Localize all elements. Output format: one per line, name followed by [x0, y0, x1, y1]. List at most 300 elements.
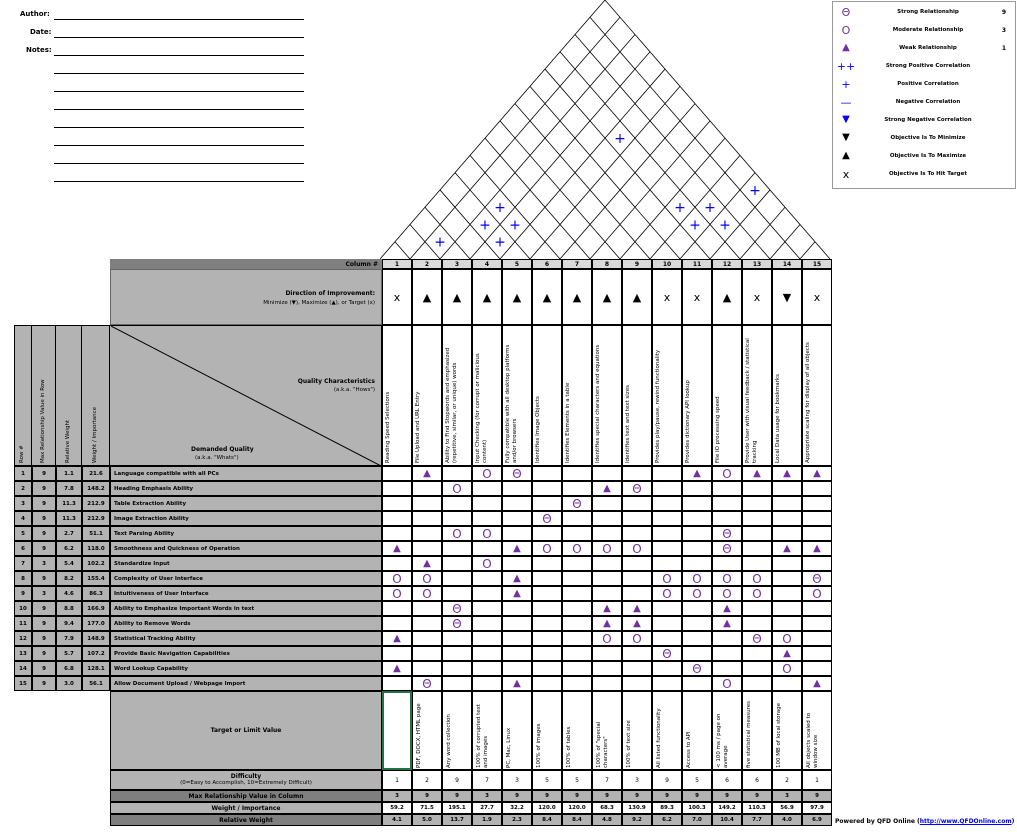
relationship-cell[interactable]	[592, 526, 622, 541]
relationship-cell[interactable]	[772, 526, 802, 541]
direction-cell[interactable]: ▲	[442, 269, 472, 325]
relationship-cell[interactable]: ▲	[382, 631, 412, 646]
relationship-cell[interactable]	[742, 526, 772, 541]
demanded-quality-label[interactable]: Complexity of User Interface	[110, 571, 382, 586]
target-cell[interactable]	[622, 691, 652, 770]
relationship-cell[interactable]	[622, 496, 652, 511]
relationship-cell[interactable]	[802, 601, 832, 616]
relationship-cell[interactable]	[442, 541, 472, 556]
relationship-cell[interactable]	[532, 571, 562, 586]
author-field[interactable]	[54, 19, 304, 20]
difficulty-cell[interactable]: 3	[622, 770, 652, 790]
relationship-cell[interactable]	[652, 541, 682, 556]
relationship-cell[interactable]	[652, 601, 682, 616]
relationship-cell[interactable]	[382, 646, 412, 661]
quality-characteristic-cell[interactable]	[442, 325, 472, 466]
relationship-cell[interactable]	[772, 601, 802, 616]
powered-link[interactable]: http://www.QFDOnline.com	[919, 818, 1012, 825]
relationship-cell[interactable]	[652, 556, 682, 571]
relationship-cell[interactable]	[382, 496, 412, 511]
relationship-cell[interactable]	[412, 601, 442, 616]
difficulty-cell[interactable]: 5	[562, 770, 592, 790]
direction-cell[interactable]: ▲	[592, 269, 622, 325]
relationship-cell[interactable]: ▲	[772, 541, 802, 556]
relationship-cell[interactable]	[622, 661, 652, 676]
relationship-cell[interactable]	[472, 541, 502, 556]
target-cell[interactable]	[532, 691, 562, 770]
relationship-cell[interactable]	[622, 586, 652, 601]
difficulty-cell[interactable]: 5	[682, 770, 712, 790]
relationship-cell[interactable]: ▲	[802, 466, 832, 481]
relationship-cell[interactable]	[652, 496, 682, 511]
relationship-cell[interactable]: Θ	[682, 661, 712, 676]
relationship-cell[interactable]: ▲	[802, 676, 832, 691]
relationship-cell[interactable]: ▲	[412, 466, 442, 481]
direction-cell[interactable]: x	[682, 269, 712, 325]
relationship-cell[interactable]	[382, 616, 412, 631]
relationship-cell[interactable]	[802, 526, 832, 541]
relationship-cell[interactable]	[802, 556, 832, 571]
relationship-cell[interactable]	[382, 556, 412, 571]
demanded-quality-label[interactable]: Table Extraction Ability	[110, 496, 382, 511]
target-cell[interactable]	[772, 691, 802, 770]
demanded-quality-label[interactable]: Language compatible with all PCs	[110, 466, 382, 481]
relationship-cell[interactable]: O	[712, 676, 742, 691]
quality-characteristic-cell[interactable]	[382, 325, 412, 466]
relationship-cell[interactable]	[412, 541, 442, 556]
direction-cell[interactable]: ▲	[502, 269, 532, 325]
demanded-quality-label[interactable]: Allow Document Upload / Webpage Import	[110, 676, 382, 691]
relationship-cell[interactable]	[502, 511, 532, 526]
relationship-cell[interactable]	[622, 466, 652, 481]
relationship-cell[interactable]: Θ	[412, 676, 442, 691]
relationship-cell[interactable]: O	[562, 541, 592, 556]
correlation-symbol[interactable]: +	[494, 234, 506, 251]
quality-characteristic-cell[interactable]	[502, 325, 532, 466]
relationship-cell[interactable]	[592, 661, 622, 676]
relationship-cell[interactable]	[802, 511, 832, 526]
relationship-cell[interactable]	[532, 676, 562, 691]
relationship-cell[interactable]	[532, 601, 562, 616]
relationship-cell[interactable]	[412, 526, 442, 541]
relationship-cell[interactable]: ▲	[412, 556, 442, 571]
direction-cell[interactable]: ▲	[472, 269, 502, 325]
relationship-cell[interactable]: Θ	[712, 526, 742, 541]
relationship-cell[interactable]	[592, 496, 622, 511]
target-cell[interactable]	[742, 691, 772, 770]
relationship-cell[interactable]	[502, 496, 532, 511]
relationship-cell[interactable]	[592, 466, 622, 481]
relationship-cell[interactable]	[412, 661, 442, 676]
relationship-cell[interactable]: O	[682, 571, 712, 586]
relationship-cell[interactable]	[382, 466, 412, 481]
relationship-cell[interactable]: O	[802, 586, 832, 601]
relationship-cell[interactable]	[472, 646, 502, 661]
relationship-cell[interactable]: ▲	[502, 676, 532, 691]
relationship-cell[interactable]: O	[472, 466, 502, 481]
correlation-symbol[interactable]: +	[614, 131, 626, 148]
quality-characteristic-cell[interactable]	[652, 325, 682, 466]
relationship-cell[interactable]	[442, 631, 472, 646]
relationship-cell[interactable]	[652, 631, 682, 646]
demanded-quality-label[interactable]: Ability to Remove Words	[110, 616, 382, 631]
relationship-cell[interactable]	[382, 526, 412, 541]
relationship-cell[interactable]	[562, 556, 592, 571]
difficulty-cell[interactable]: 2	[772, 770, 802, 790]
relationship-cell[interactable]	[772, 481, 802, 496]
relationship-cell[interactable]: O	[652, 586, 682, 601]
difficulty-cell[interactable]: 3	[502, 770, 532, 790]
relationship-cell[interactable]: O	[412, 586, 442, 601]
relationship-cell[interactable]	[622, 646, 652, 661]
relationship-cell[interactable]	[562, 466, 592, 481]
difficulty-cell[interactable]: 6	[742, 770, 772, 790]
relationship-cell[interactable]	[502, 481, 532, 496]
relationship-cell[interactable]: ▲	[592, 601, 622, 616]
relationship-cell[interactable]	[682, 526, 712, 541]
relationship-cell[interactable]: O	[742, 571, 772, 586]
relationship-cell[interactable]: Θ	[802, 571, 832, 586]
difficulty-cell[interactable]: 1	[802, 770, 832, 790]
relationship-cell[interactable]	[472, 631, 502, 646]
relationship-cell[interactable]	[772, 586, 802, 601]
direction-cell[interactable]: ▲	[562, 269, 592, 325]
correlation-symbol[interactable]: +	[509, 217, 521, 234]
relationship-cell[interactable]: ▲	[592, 616, 622, 631]
target-cell[interactable]	[712, 691, 742, 770]
relationship-cell[interactable]	[592, 571, 622, 586]
difficulty-cell[interactable]: 7	[592, 770, 622, 790]
relationship-cell[interactable]: Θ	[442, 616, 472, 631]
correlation-symbol[interactable]: +	[689, 217, 701, 234]
relationship-cell[interactable]	[652, 676, 682, 691]
relationship-cell[interactable]	[802, 646, 832, 661]
quality-characteristic-cell[interactable]	[562, 325, 592, 466]
relationship-cell[interactable]: ▲	[382, 661, 412, 676]
relationship-cell[interactable]	[712, 481, 742, 496]
difficulty-cell[interactable]: 9	[652, 770, 682, 790]
direction-cell[interactable]: x	[802, 269, 832, 325]
relationship-cell[interactable]: ▲	[682, 466, 712, 481]
correlation-symbol[interactable]: +	[704, 200, 716, 217]
relationship-cell[interactable]: O	[772, 631, 802, 646]
difficulty-cell[interactable]: 7	[472, 770, 502, 790]
quality-characteristic-cell[interactable]	[682, 325, 712, 466]
correlation-symbol[interactable]: +	[674, 200, 686, 217]
relationship-cell[interactable]	[442, 646, 472, 661]
relationship-cell[interactable]: O	[652, 571, 682, 586]
relationship-cell[interactable]: ▲	[712, 616, 742, 631]
relationship-cell[interactable]	[802, 481, 832, 496]
relationship-cell[interactable]: ▲	[622, 616, 652, 631]
relationship-cell[interactable]	[652, 616, 682, 631]
relationship-cell[interactable]	[442, 571, 472, 586]
relationship-cell[interactable]	[622, 571, 652, 586]
target-cell[interactable]	[382, 691, 412, 770]
relationship-cell[interactable]	[592, 556, 622, 571]
demanded-quality-label[interactable]: Ability to Emphasize Important Words in text	[110, 601, 382, 616]
relationship-cell[interactable]	[622, 511, 652, 526]
relationship-cell[interactable]: O	[382, 571, 412, 586]
relationship-cell[interactable]	[772, 616, 802, 631]
relationship-cell[interactable]	[412, 481, 442, 496]
relationship-cell[interactable]	[502, 646, 532, 661]
relationship-cell[interactable]: O	[682, 586, 712, 601]
relationship-cell[interactable]	[472, 496, 502, 511]
target-cell[interactable]	[652, 691, 682, 770]
relationship-cell[interactable]	[532, 616, 562, 631]
demanded-quality-label[interactable]: Heading Emphasis Ability	[110, 481, 382, 496]
relationship-cell[interactable]	[652, 511, 682, 526]
target-cell[interactable]	[472, 691, 502, 770]
relationship-cell[interactable]	[802, 616, 832, 631]
relationship-cell[interactable]: Θ	[532, 511, 562, 526]
relationship-cell[interactable]: O	[772, 661, 802, 676]
relationship-cell[interactable]	[472, 616, 502, 631]
relationship-cell[interactable]: Θ	[652, 646, 682, 661]
quality-characteristic-cell[interactable]	[472, 325, 502, 466]
relationship-cell[interactable]	[562, 661, 592, 676]
relationship-cell[interactable]	[622, 556, 652, 571]
relationship-cell[interactable]	[532, 556, 562, 571]
relationship-cell[interactable]	[682, 631, 712, 646]
relationship-cell[interactable]	[802, 631, 832, 646]
relationship-cell[interactable]	[742, 616, 772, 631]
relationship-cell[interactable]: O	[742, 586, 772, 601]
relationship-cell[interactable]	[682, 481, 712, 496]
relationship-cell[interactable]	[502, 526, 532, 541]
relationship-cell[interactable]	[682, 616, 712, 631]
relationship-cell[interactable]	[652, 661, 682, 676]
relationship-cell[interactable]: O	[472, 526, 502, 541]
relationship-cell[interactable]	[652, 526, 682, 541]
relationship-cell[interactable]	[682, 511, 712, 526]
relationship-cell[interactable]	[772, 676, 802, 691]
relationship-cell[interactable]: ▲	[592, 481, 622, 496]
relationship-cell[interactable]: O	[382, 586, 412, 601]
relationship-cell[interactable]	[532, 646, 562, 661]
relationship-cell[interactable]	[472, 586, 502, 601]
relationship-cell[interactable]: ▲	[622, 601, 652, 616]
target-cell[interactable]	[562, 691, 592, 770]
relationship-cell[interactable]: Θ	[562, 496, 592, 511]
relationship-cell[interactable]	[472, 661, 502, 676]
demanded-quality-label[interactable]: Smoothness and Quickness of Operation	[110, 541, 382, 556]
relationship-cell[interactable]	[742, 541, 772, 556]
relationship-cell[interactable]: ▲	[772, 466, 802, 481]
relationship-cell[interactable]	[382, 676, 412, 691]
relationship-cell[interactable]	[562, 526, 592, 541]
relationship-cell[interactable]	[622, 676, 652, 691]
correlation-symbol[interactable]: +	[719, 217, 731, 234]
relationship-cell[interactable]	[472, 511, 502, 526]
relationship-cell[interactable]: ▲	[382, 541, 412, 556]
direction-cell[interactable]: ▼	[772, 269, 802, 325]
relationship-cell[interactable]	[472, 571, 502, 586]
difficulty-cell[interactable]: 6	[712, 770, 742, 790]
relationship-cell[interactable]: ▲	[742, 466, 772, 481]
relationship-cell[interactable]: ▲	[772, 646, 802, 661]
quality-characteristic-cell[interactable]	[412, 325, 442, 466]
relationship-cell[interactable]: O	[472, 556, 502, 571]
relationship-cell[interactable]	[412, 496, 442, 511]
correlation-symbol[interactable]: +	[494, 200, 506, 217]
relationship-cell[interactable]	[562, 616, 592, 631]
relationship-cell[interactable]	[652, 466, 682, 481]
relationship-cell[interactable]	[532, 496, 562, 511]
relationship-cell[interactable]	[502, 661, 532, 676]
correlation-symbol[interactable]: +	[479, 217, 491, 234]
target-cell[interactable]	[412, 691, 442, 770]
relationship-cell[interactable]	[682, 601, 712, 616]
relationship-cell[interactable]	[742, 511, 772, 526]
relationship-cell[interactable]: O	[622, 541, 652, 556]
relationship-cell[interactable]	[712, 511, 742, 526]
correlation-symbol[interactable]: +	[749, 182, 761, 199]
relationship-cell[interactable]: O	[442, 526, 472, 541]
relationship-cell[interactable]	[442, 466, 472, 481]
relationship-cell[interactable]	[382, 511, 412, 526]
relationship-cell[interactable]	[682, 541, 712, 556]
date-field[interactable]	[54, 37, 304, 38]
relationship-cell[interactable]	[442, 556, 472, 571]
relationship-cell[interactable]	[712, 556, 742, 571]
relationship-cell[interactable]: ▲	[502, 571, 532, 586]
correlation-symbol[interactable]: +	[434, 234, 446, 251]
difficulty-cell[interactable]: 9	[442, 770, 472, 790]
relationship-cell[interactable]	[712, 646, 742, 661]
relationship-cell[interactable]	[442, 661, 472, 676]
relationship-cell[interactable]	[562, 676, 592, 691]
relationship-cell[interactable]	[592, 646, 622, 661]
relationship-cell[interactable]: Θ	[442, 601, 472, 616]
relationship-cell[interactable]	[772, 511, 802, 526]
direction-cell[interactable]: ▲	[532, 269, 562, 325]
quality-characteristic-cell[interactable]	[622, 325, 652, 466]
relationship-cell[interactable]	[472, 676, 502, 691]
target-cell[interactable]	[682, 691, 712, 770]
relationship-cell[interactable]	[382, 601, 412, 616]
relationship-cell[interactable]	[742, 676, 772, 691]
relationship-cell[interactable]	[772, 571, 802, 586]
relationship-cell[interactable]	[592, 676, 622, 691]
relationship-cell[interactable]	[382, 481, 412, 496]
relationship-cell[interactable]	[502, 556, 532, 571]
demanded-quality-label[interactable]: Word Lookup Capability	[110, 661, 382, 676]
relationship-cell[interactable]: Θ	[502, 466, 532, 481]
relationship-cell[interactable]	[562, 646, 592, 661]
relationship-cell[interactable]	[502, 616, 532, 631]
relationship-cell[interactable]	[712, 661, 742, 676]
relationship-cell[interactable]	[712, 496, 742, 511]
relationship-cell[interactable]: ▲	[712, 601, 742, 616]
quality-characteristic-cell[interactable]	[802, 325, 832, 466]
relationship-cell[interactable]	[442, 586, 472, 601]
demanded-quality-label[interactable]: Statistical Tracking Ability	[110, 631, 382, 646]
relationship-cell[interactable]	[742, 496, 772, 511]
target-cell[interactable]	[502, 691, 532, 770]
direction-cell[interactable]: x	[652, 269, 682, 325]
direction-cell[interactable]: x	[742, 269, 772, 325]
demanded-quality-label[interactable]: Image Extraction Ability	[110, 511, 382, 526]
relationship-cell[interactable]	[802, 496, 832, 511]
difficulty-cell[interactable]: 1	[382, 770, 412, 790]
target-cell[interactable]	[802, 691, 832, 770]
relationship-cell[interactable]: ▲	[502, 586, 532, 601]
target-cell[interactable]	[442, 691, 472, 770]
demanded-quality-label[interactable]: Intuitiveness of User Interface	[110, 586, 382, 601]
relationship-cell[interactable]	[592, 511, 622, 526]
quality-characteristic-cell[interactable]	[742, 325, 772, 466]
relationship-cell[interactable]	[562, 511, 592, 526]
relationship-cell[interactable]	[532, 586, 562, 601]
relationship-cell[interactable]	[532, 661, 562, 676]
relationship-cell[interactable]	[412, 631, 442, 646]
difficulty-cell[interactable]: 2	[412, 770, 442, 790]
relationship-cell[interactable]	[412, 511, 442, 526]
relationship-cell[interactable]: O	[592, 631, 622, 646]
relationship-cell[interactable]: ▲	[802, 541, 832, 556]
relationship-cell[interactable]	[502, 601, 532, 616]
relationship-cell[interactable]	[412, 646, 442, 661]
relationship-cell[interactable]: O	[592, 541, 622, 556]
relationship-cell[interactable]	[742, 646, 772, 661]
relationship-cell[interactable]	[412, 616, 442, 631]
target-cell[interactable]	[592, 691, 622, 770]
relationship-cell[interactable]	[772, 556, 802, 571]
quality-characteristic-cell[interactable]	[532, 325, 562, 466]
relationship-cell[interactable]: O	[712, 586, 742, 601]
relationship-cell[interactable]	[442, 676, 472, 691]
quality-characteristic-cell[interactable]	[772, 325, 802, 466]
demanded-quality-label[interactable]: Standardize Input	[110, 556, 382, 571]
relationship-cell[interactable]	[772, 496, 802, 511]
relationship-cell[interactable]	[682, 556, 712, 571]
relationship-cell[interactable]	[742, 601, 772, 616]
relationship-cell[interactable]	[442, 511, 472, 526]
relationship-cell[interactable]	[442, 496, 472, 511]
relationship-cell[interactable]	[532, 526, 562, 541]
relationship-cell[interactable]	[652, 481, 682, 496]
relationship-cell[interactable]	[592, 586, 622, 601]
relationship-cell[interactable]: Θ	[622, 481, 652, 496]
relationship-cell[interactable]: Θ	[712, 541, 742, 556]
direction-cell[interactable]: ▲	[712, 269, 742, 325]
relationship-cell[interactable]: O	[622, 631, 652, 646]
relationship-cell[interactable]	[682, 496, 712, 511]
relationship-cell[interactable]	[502, 631, 532, 646]
relationship-cell[interactable]	[562, 586, 592, 601]
relationship-cell[interactable]: Θ	[742, 631, 772, 646]
relationship-cell[interactable]	[742, 481, 772, 496]
relationship-cell[interactable]	[742, 556, 772, 571]
quality-characteristic-cell[interactable]	[592, 325, 622, 466]
relationship-cell[interactable]	[532, 631, 562, 646]
relationship-cell[interactable]	[802, 661, 832, 676]
relationship-cell[interactable]	[622, 526, 652, 541]
relationship-cell[interactable]: O	[712, 571, 742, 586]
quality-characteristic-cell[interactable]	[712, 325, 742, 466]
difficulty-cell[interactable]: 5	[532, 770, 562, 790]
demanded-quality-label[interactable]: Provide Basic Navigation Capabilities	[110, 646, 382, 661]
relationship-cell[interactable]	[472, 481, 502, 496]
demanded-quality-label[interactable]: Text Parsing Ability	[110, 526, 382, 541]
relationship-cell[interactable]	[562, 571, 592, 586]
relationship-cell[interactable]	[682, 646, 712, 661]
relationship-cell[interactable]	[562, 601, 592, 616]
relationship-cell[interactable]	[562, 631, 592, 646]
relationship-cell[interactable]	[742, 661, 772, 676]
